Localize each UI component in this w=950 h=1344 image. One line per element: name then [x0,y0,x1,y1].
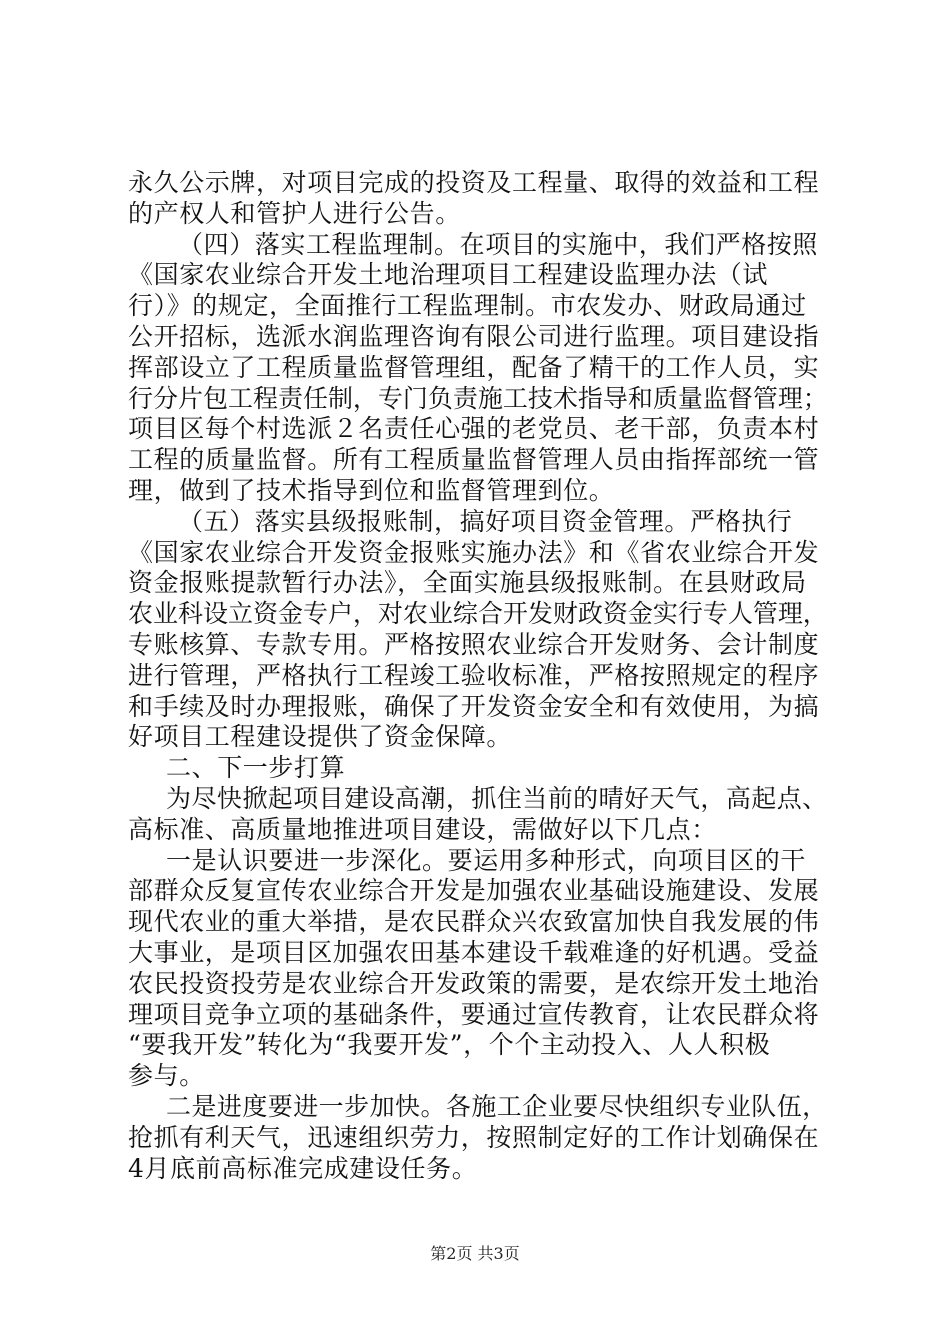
text-line: 公开招标，选派水润监理咨询有限公司进行监理。项目建设指 [128,321,820,351]
text-line: （五）落实县级报账制，搞好项目资金管理。严格执行 [178,506,793,536]
text-line: 《国家农业综合开发资金报账实施办法》和《省农业综合开发 [128,537,820,567]
text-line: 为尽快掀起项目建设高潮，抓住当前的晴好天气，高起点、 [166,783,828,813]
document-body [128,168,828,1184]
text-line: 永久公示牌，对项目完成的投资及工程量、取得的效益和工程 [128,168,820,197]
text-line: 的产权人和管护人进行公告。 [128,198,461,228]
text-line: 行）》的规定，全面推行工程监理制。市农发办、财政局通过 [128,291,807,321]
text-line: 行分片包工程责任制，专门负责施工技术指导和质量监督管理； [128,383,828,413]
text-line: 理项目竞争立项的基础条件，要通过宣传教育，让农民群众将 [128,999,820,1029]
text-line: 高标准、高质量地推进项目建设，需做好以下几点： [128,814,717,844]
text-line: 专账核算、专款专用。严格按照农业综合开发财务、会计制度 [128,629,820,659]
text-line: 理，做到了技术指导到位和监督管理到位。 [128,475,615,505]
text-line: 抢抓有利天气，迅速组织劳力，按照制定好的工作计划确保在 [128,1122,820,1152]
text-line: “要我开发”转化为“我要开发”，个个主动投入、人人积极 [128,1030,771,1060]
text-line: 部群众反复宣传农业综合开发是加强农业基础设施建设、发展 [128,876,820,906]
section-heading: 二、下一步打算 [166,753,346,783]
text-line: 4月底前高标准完成建设任务。 [128,1153,478,1183]
text-line: 参与。 [128,1061,205,1091]
text-line: 一是认识要进一步深化。要运用多种形式，向项目区的干 [166,845,807,875]
text-line: （四）落实工程监理制。在项目的实施中，我们严格按照 [178,229,819,259]
text-line: 工程的质量监督。所有工程质量监督管理人员由指挥部统一管 [128,445,820,475]
text-line: 项目区每个村选派２名责任心强的老党员、老干部，负责本村 [128,414,820,444]
text-line: 农业科设立资金专户，对农业综合开发财政资金实行专人管理， [128,599,828,629]
text-line: 《国家农业综合开发土地治理项目工程建设监理办法（试 [128,260,769,290]
text-line: 现代农业的重大举措，是农民群众兴农致富加快自我发展的伟 [128,907,820,937]
text-line: 资金报账提款暂行办法》，全面实施县级报账制。在县财政局 [128,568,807,598]
text-line: 进行管理，严格执行工程竣工验收标准，严格按照规定的程序 [128,660,820,690]
text-line: 农民投资投劳是农业综合开发政策的需要，是农综开发土地治 [128,968,820,998]
text-line: 挥部设立了工程质量监督管理组，配备了精干的工作人员，实 [128,352,820,382]
text-line: 和手续及时办理报账，确保了开发资金安全和有效使用，为搞 [128,691,820,721]
text-line: 二是进度要进一步加快。各施工企业要尽快组织专业队伍， [166,1091,828,1121]
page-number-footer: 第2页 共3页 [430,1244,520,1263]
text-line: 好项目工程建设提供了资金保障。 [128,722,513,752]
text-line: 大事业，是项目区加强农田基本建设千载难逢的好机遇。受益 [128,937,820,967]
